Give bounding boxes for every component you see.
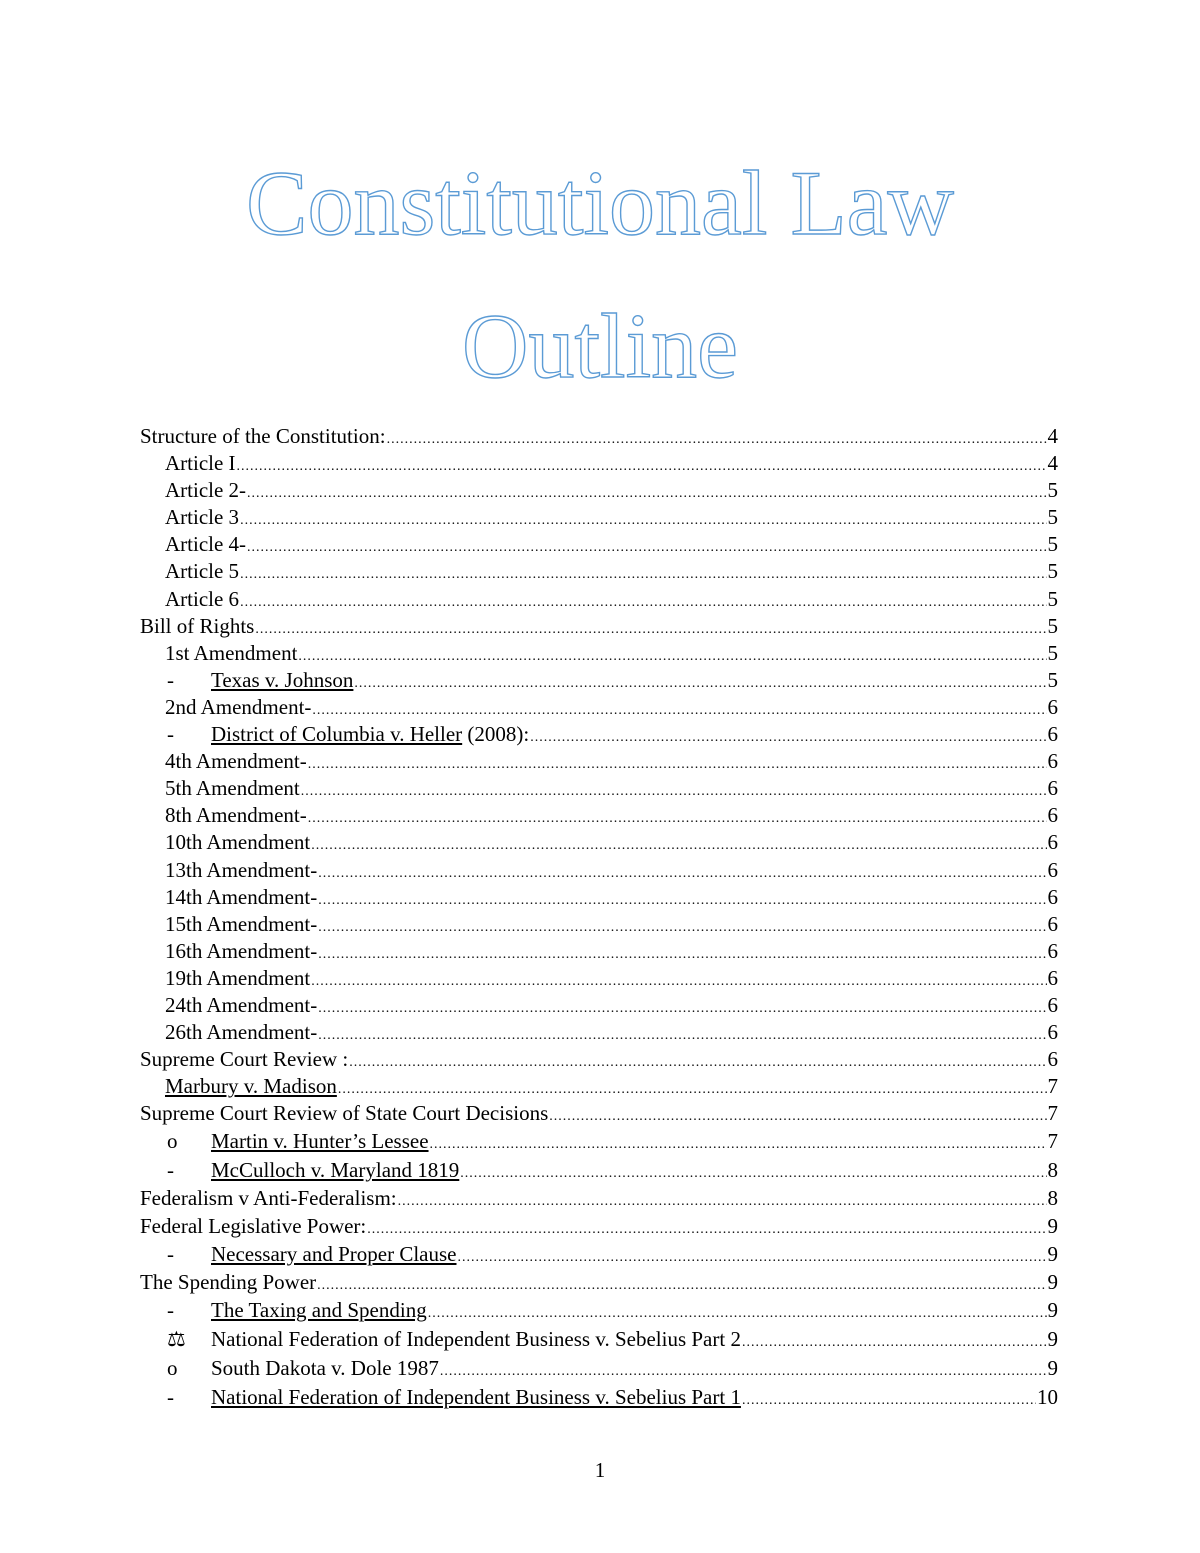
toc-page-number: 6 [1047, 884, 1058, 909]
toc-page-number: 5 [1047, 559, 1058, 584]
toc-entry[interactable] [140, 721, 1058, 748]
toc-entry[interactable] [140, 748, 1058, 775]
toc-entry-title: Martin v. Hunter’s Lessee [211, 1129, 429, 1154]
toc-entry-title: Supreme Court Review : [140, 1047, 349, 1072]
dash-bullet-icon: - [167, 1158, 174, 1183]
dot-leader [237, 453, 1047, 477]
toc-entry[interactable] [140, 1383, 1058, 1412]
toc-entry-label [140, 1185, 397, 1212]
dot-leader [247, 534, 1046, 558]
toc-entry-label [165, 938, 317, 965]
dot-leader [240, 507, 1046, 531]
toc-entry[interactable] [140, 1296, 1058, 1325]
toc-entry-title: 5th Amendment [165, 776, 300, 801]
toc-entry-label [165, 884, 317, 911]
dot-leader [255, 616, 1046, 640]
toc-entry[interactable] [140, 829, 1058, 856]
dot-leader [430, 1130, 1047, 1156]
toc-entry-label [165, 477, 246, 504]
toc-entry-title: 16th Amendment- [165, 938, 318, 963]
toc-entry[interactable] [140, 884, 1058, 911]
toc-entry-label [165, 748, 307, 775]
toc-entry-title: Article 2- [165, 478, 247, 503]
toc-entry-label [211, 1354, 439, 1383]
dot-leader [398, 1188, 1047, 1212]
toc-entry[interactable] [140, 1046, 1058, 1073]
page-number: 1 [594, 1458, 606, 1482]
toc-entry-label [165, 558, 239, 585]
toc-page-number: 6 [1047, 992, 1058, 1017]
toc-entry[interactable] [140, 613, 1058, 640]
toc-entry-title: 14th Amendment- [165, 884, 318, 909]
dot-leader [458, 1243, 1047, 1269]
toc-page-number: 9 [1047, 1355, 1058, 1380]
toc-page-number: 5 [1047, 478, 1058, 503]
toc-page-number: 9 [1047, 1297, 1058, 1322]
dot-leader [318, 860, 1046, 884]
toc-page-number: 5 [1047, 667, 1058, 692]
toc-page-number: 6 [1047, 803, 1058, 828]
toc-entry-label [165, 802, 307, 829]
toc-entry-label [165, 531, 246, 558]
dash-bullet-icon: - [167, 1241, 174, 1266]
toc-entry-title: 2nd Amendment- [165, 694, 312, 719]
dot-leader [387, 426, 1047, 450]
dot-leader [308, 751, 1047, 775]
toc-entry[interactable] [140, 450, 1058, 477]
toc-entry-label [140, 423, 386, 450]
dot-leader [367, 1216, 1046, 1240]
toc-page-number: 6 [1047, 965, 1058, 990]
toc-entry-title: National Federation of Independent Business v. Sebelius Part 1 [211, 1384, 741, 1409]
dot-leader [298, 643, 1046, 667]
toc-page-number: 5 [1047, 505, 1058, 530]
dot-leader [247, 480, 1046, 504]
dash-bullet-icon: - [167, 667, 174, 692]
toc-entry-title: Article 6 [165, 586, 240, 611]
toc-entry[interactable] [140, 477, 1058, 504]
toc-page-number: 6 [1047, 857, 1058, 882]
toc-entry-title: District of Columbia v. Heller [211, 722, 463, 747]
toc-entry[interactable] [140, 694, 1058, 721]
toc-entry[interactable] [140, 965, 1058, 992]
toc-entry-title: Article 5 [165, 559, 240, 584]
dot-leader [311, 968, 1046, 992]
toc-page-number: 6 [1047, 938, 1058, 963]
toc-entry-label [165, 450, 236, 477]
dot-leader [318, 1022, 1046, 1046]
toc-entry-label [165, 640, 297, 667]
toc-page-number: 5 [1047, 532, 1058, 557]
scales-bullet-icon: ⚖ [167, 1326, 186, 1351]
toc-entry-label [165, 586, 239, 613]
dot-leader [428, 1299, 1047, 1325]
toc-entry-label [165, 504, 239, 531]
dot-leader [240, 561, 1046, 585]
toc-entry-title: 15th Amendment- [165, 911, 318, 936]
toc-entry[interactable] [140, 1127, 1058, 1156]
toc-page-number: 10 [1037, 1384, 1058, 1409]
dot-leader [530, 724, 1046, 748]
toc-entry-label [211, 1240, 457, 1269]
toc-entry-label [140, 1269, 316, 1296]
dot-leader [240, 589, 1046, 613]
toc-page-number: 9 [1047, 1241, 1058, 1266]
toc-entry-label [140, 1213, 366, 1240]
toc-page-number: 6 [1047, 722, 1058, 747]
toc-entry-label [165, 992, 317, 1019]
toc-entry-title: Federalism v Anti-Federalism: [140, 1186, 397, 1211]
toc-entry[interactable] [140, 1100, 1058, 1127]
toc-entry-title: 8th Amendment- [165, 803, 307, 828]
dot-leader [312, 697, 1046, 721]
toc-entry-title: Marbury v. Madison [165, 1074, 337, 1099]
toc-entry-label [211, 1296, 427, 1325]
toc-page-number: 7 [1047, 1074, 1058, 1099]
toc-entry-title: Article 4- [165, 532, 247, 557]
toc-entry-title: 4th Amendment- [165, 749, 307, 774]
toc-entry-label [140, 613, 254, 640]
dot-leader [311, 832, 1046, 856]
toc-page-number: 9 [1047, 1213, 1058, 1238]
toc-entry-title: McCulloch v. Maryland 1819 [211, 1158, 460, 1183]
document-title-line-2: Outline [462, 295, 738, 397]
toc-entry-label [211, 1156, 459, 1185]
dash-bullet-icon: - [167, 722, 174, 747]
dot-leader [742, 1328, 1047, 1354]
toc-entry-title: 26th Amendment- [165, 1020, 318, 1045]
toc-entry-title: National Federation of Independent Business v. Sebelius Part 2 [211, 1326, 741, 1351]
dot-leader [338, 1076, 1047, 1100]
toc-entry[interactable] [140, 586, 1058, 613]
toc-entry-title: 1st Amendment [165, 640, 298, 665]
toc-page-number: 6 [1047, 776, 1058, 801]
toc-entry-title: Federal Legislative Power: [140, 1213, 367, 1238]
toc-entry[interactable] [140, 938, 1058, 965]
toc-entry-label [211, 667, 353, 694]
dot-leader [308, 805, 1047, 829]
toc-entry[interactable] [140, 911, 1058, 938]
document-title-line-1: Constitutional Law [246, 152, 954, 254]
dot-leader [318, 914, 1046, 938]
circle-bullet-icon: o [167, 1129, 178, 1154]
dot-leader [549, 1103, 1046, 1127]
dot-leader [354, 670, 1046, 694]
toc-entry[interactable] [140, 775, 1058, 802]
dot-leader [317, 1272, 1046, 1296]
toc-entry[interactable] [140, 667, 1058, 694]
toc-entry[interactable] [140, 1354, 1058, 1383]
toc-page-number: 4 [1047, 451, 1058, 476]
dash-bullet-icon: - [167, 1297, 174, 1322]
table-of-contents [140, 423, 1058, 1412]
toc-page-number: 6 [1047, 1020, 1058, 1045]
toc-entry-label [165, 1073, 337, 1100]
toc-entry-title: 13th Amendment- [165, 857, 318, 882]
toc-page-number: 5 [1047, 613, 1058, 638]
dot-leader [318, 995, 1046, 1019]
toc-page-number: 5 [1047, 640, 1058, 665]
dot-leader [349, 1049, 1046, 1073]
toc-page-number: 8 [1047, 1186, 1058, 1211]
toc-page-number: 6 [1047, 911, 1058, 936]
toc-entry-label [165, 857, 317, 884]
toc-page-number: 8 [1047, 1158, 1058, 1183]
toc-entry-title: The Spending Power [140, 1269, 317, 1294]
toc-entry[interactable] [140, 1213, 1058, 1240]
toc-entry[interactable] [140, 802, 1058, 829]
toc-entry[interactable] [140, 423, 1058, 450]
dot-leader [460, 1159, 1046, 1185]
toc-entry-title: Article 3 [165, 505, 240, 530]
toc-entry-label [211, 1127, 429, 1156]
toc-page-number: 4 [1047, 424, 1058, 448]
toc-entry-title: Bill of Rights [140, 613, 255, 638]
toc-entry-title: Necessary and Proper Clause [211, 1241, 457, 1266]
toc-entry-title: The Taxing and Spending [211, 1297, 427, 1322]
dot-leader [318, 941, 1046, 965]
toc-page-number: 6 [1047, 749, 1058, 774]
toc-entry-label [211, 721, 529, 748]
toc-entry-title: 10th Amendment [165, 830, 311, 855]
toc-entry-title: South Dakota v. Dole 1987 [211, 1355, 439, 1380]
toc-entry-label [165, 965, 310, 992]
toc-page-number: 5 [1047, 586, 1058, 611]
toc-entry[interactable] [140, 531, 1058, 558]
toc-entry-title: 24th Amendment- [165, 992, 318, 1017]
toc-page-number: 6 [1047, 1047, 1058, 1072]
dot-leader [742, 1386, 1036, 1412]
toc-entry[interactable] [140, 1156, 1058, 1185]
circle-bullet-icon: o [167, 1355, 178, 1380]
toc-entry-title: Structure of the Constitution: [140, 424, 386, 448]
toc-entry-label [165, 911, 317, 938]
toc-entry-title: 19th Amendment [165, 965, 311, 990]
toc-entry[interactable] [140, 1073, 1058, 1100]
toc-entry-title: Texas v. Johnson [211, 667, 354, 692]
dot-leader [301, 778, 1047, 802]
toc-entry[interactable] [140, 1325, 1058, 1354]
dash-bullet-icon: - [167, 1384, 174, 1409]
dot-leader [440, 1357, 1047, 1383]
toc-entry[interactable] [140, 558, 1058, 585]
toc-entry-title: Supreme Court Review of State Court Decisions [140, 1101, 549, 1126]
toc-entry[interactable] [140, 857, 1058, 884]
toc-entry-label [165, 1019, 317, 1046]
toc-entry-label [165, 829, 310, 856]
toc-entry[interactable] [140, 1269, 1058, 1296]
toc-entry[interactable] [140, 992, 1058, 1019]
toc-entry-suffix: (2008): [462, 722, 530, 747]
toc-entry[interactable] [140, 1019, 1058, 1046]
toc-page-number: 9 [1047, 1269, 1058, 1294]
toc-entry-label [211, 1383, 741, 1412]
toc-entry[interactable] [140, 1185, 1058, 1212]
toc-page-number: 6 [1047, 830, 1058, 855]
toc-entry-title: Article I [165, 451, 236, 476]
toc-entry-label [140, 1100, 548, 1127]
toc-page-number: 9 [1047, 1326, 1058, 1351]
toc-page-number: 7 [1047, 1101, 1058, 1126]
toc-entry-label [165, 775, 300, 802]
toc-entry-label [211, 1325, 741, 1354]
toc-page-number: 7 [1047, 1129, 1058, 1154]
toc-entry[interactable] [140, 640, 1058, 667]
dot-leader [318, 887, 1046, 911]
toc-entry-label [140, 1046, 348, 1073]
toc-entry-label [165, 694, 311, 721]
toc-entry[interactable] [140, 1240, 1058, 1269]
toc-page-number: 6 [1047, 694, 1058, 719]
toc-entry[interactable] [140, 504, 1058, 531]
